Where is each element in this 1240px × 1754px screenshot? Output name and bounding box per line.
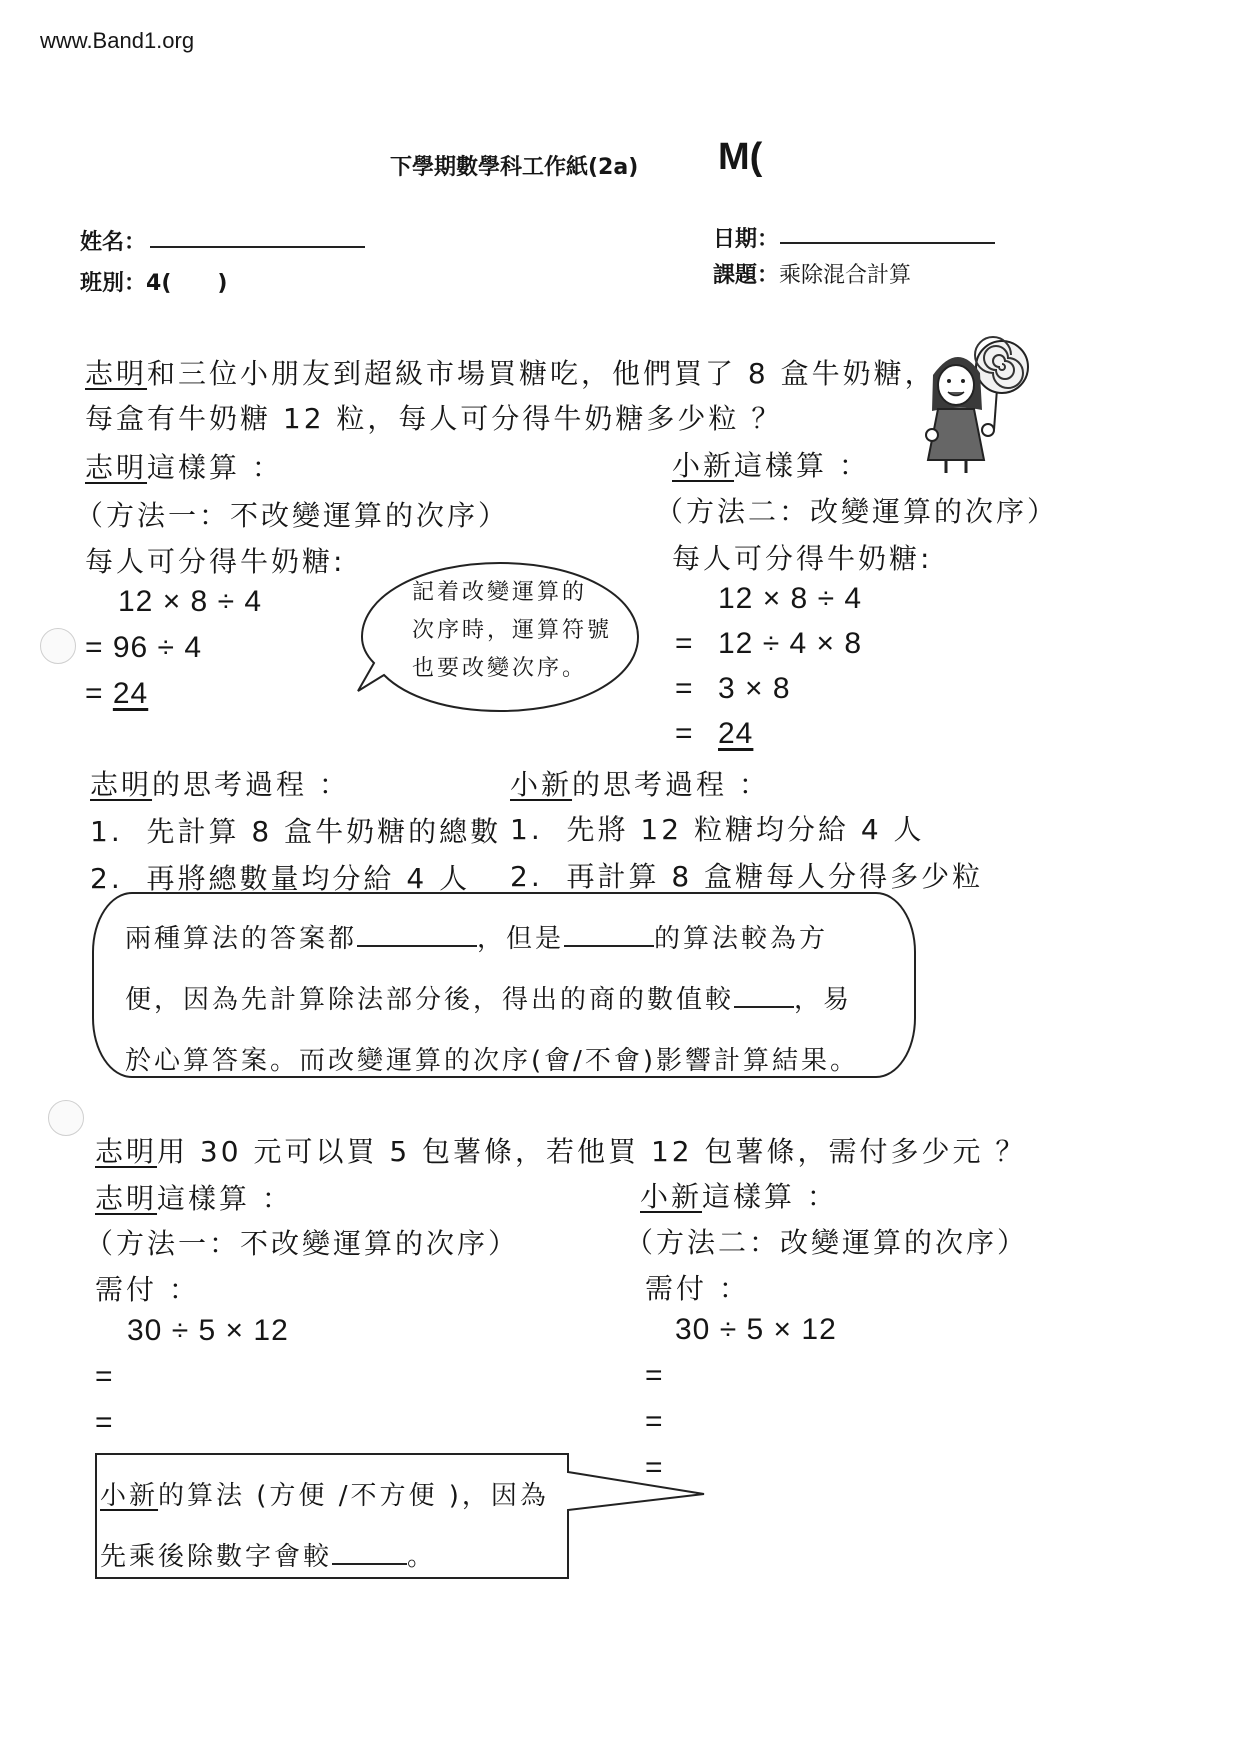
- q1-left-heading: [85, 446, 283, 486]
- q2-callout-line2: [100, 1536, 436, 1573]
- q1-right-eq2: =: [675, 627, 694, 660]
- left-thinking-item1: 1. 先計算 8 盒牛奶糖的總數: [90, 815, 502, 848]
- q1-right-name: 小新: [672, 449, 735, 482]
- q2-right-method: （方法二：改變運算的次序）: [625, 1226, 1029, 1259]
- q1-right-step2: 12 ÷ 4 × 8: [718, 627, 863, 660]
- topic-value: 乘除混合計算: [779, 263, 912, 288]
- q2-callout-line1: [100, 1475, 549, 1512]
- q1-left-label: 每人可分得牛奶糖:: [85, 545, 346, 578]
- conclusion-l2a: 便，因為先計算除法部分後，得出的商的數值較: [125, 985, 735, 1015]
- q2-left-eq2: =: [95, 1406, 114, 1439]
- q1-right-answer: 24: [718, 717, 754, 750]
- q2-callout-l2a: 先乘後除數字會較: [100, 1542, 333, 1572]
- right-thinking-item2: 2. 再計算 8 盒糖每人分得多少粒: [510, 860, 984, 893]
- q2-left-name: 志明: [95, 1182, 158, 1215]
- left-thinking-name: 志明: [90, 768, 153, 801]
- worksheet-title: 下學期數學科工作紙(2a): [390, 155, 639, 180]
- conclusion-l1b: ，但是: [477, 924, 565, 954]
- q1-left-name: 志明: [85, 451, 148, 484]
- q1-right-how: 這樣算 ：: [734, 449, 870, 482]
- q2-left-method: （方法一：不改變運算的次序）: [85, 1227, 520, 1260]
- topic: [713, 258, 911, 289]
- bubble-line2: 次序時，運算符號: [412, 618, 613, 643]
- q1-left-step3-eq: =: [85, 677, 113, 710]
- q2-name: 志明: [95, 1135, 158, 1168]
- right-thinking-title: [510, 763, 770, 803]
- q1-left-step3: [85, 677, 148, 711]
- q2-left-expr: 30 ÷ 5 × 12: [127, 1314, 289, 1347]
- q1-right-step1: 12 × 8 ÷ 4: [718, 582, 863, 615]
- worksheet-code: M(: [718, 136, 763, 178]
- left-thinking-item2: 2. 再將總數量均分給 4 人: [90, 862, 471, 895]
- q2-right-how: 這樣算 ：: [702, 1180, 838, 1213]
- conclusion-l1c: 的算法較為方: [654, 924, 829, 954]
- binder-hole-1: [40, 628, 76, 664]
- q1-left-step1: 12 × 8 ÷ 4: [118, 585, 263, 618]
- q2-question: [95, 1130, 1026, 1170]
- class-value: 4( ): [146, 271, 228, 296]
- class-label-text: 班別：: [80, 271, 147, 296]
- q2-right-eq1: =: [645, 1359, 664, 1392]
- q2-left-label: 需付 ：: [95, 1273, 200, 1306]
- bubble-line1: 記着改變運算的: [412, 580, 588, 605]
- q1-right-heading: [672, 444, 870, 484]
- q2-left-how: 這樣算 ：: [157, 1182, 293, 1215]
- q2-question-rest: 用 30 元可以買 5 包薯條，若他買 12 包薯條，需付多少元 ？: [157, 1135, 1027, 1168]
- q1-right-step3: 3 × 8: [718, 672, 791, 705]
- q2-callout-blank[interactable]: [332, 1543, 407, 1565]
- conclusion-line3: 於心算答案。而改變運算的次序(會/不會)影響計算結果。: [125, 1046, 860, 1076]
- conclusion-blank-method[interactable]: [564, 925, 654, 947]
- site-url: www.Band1.org: [40, 28, 195, 53]
- name-label: 姓名：: [80, 230, 147, 255]
- q2-callout-l1: 的算法 (方便 /不方便 )，因為: [158, 1481, 549, 1511]
- topic-label: 課題：: [713, 263, 780, 288]
- conclusion-blank-value[interactable]: [734, 986, 794, 1008]
- q1-left-how: 這樣算 ：: [147, 451, 283, 484]
- q1-right-eq4: =: [675, 717, 694, 750]
- right-thinking-name: 小新: [510, 768, 573, 801]
- q2-callout-l2b: 。: [407, 1542, 437, 1572]
- q1-name: 志明: [85, 357, 148, 390]
- q2-callout-name: 小新: [100, 1481, 159, 1511]
- q1-left-answer: 24: [112, 677, 149, 710]
- bubble-line3: 也要改變次序。: [412, 656, 588, 681]
- q1-left-step2: = 96 ÷ 4: [85, 631, 203, 664]
- q2-left-eq1: =: [95, 1360, 114, 1393]
- q2-right-heading: [640, 1175, 838, 1215]
- conclusion-line1: [125, 918, 828, 955]
- q1-question-line2: 每盒有牛奶糖 12 粒，每人可分得牛奶糖多少粒 ？: [85, 402, 783, 435]
- girl-lollipop-illustration: [918, 335, 1038, 475]
- q2-right-eq2: =: [645, 1405, 664, 1438]
- q2-right-name: 小新: [640, 1180, 703, 1213]
- q1-question-line1: [85, 352, 936, 392]
- class-label: [80, 266, 227, 297]
- right-thinking-label: 的思考過程 ：: [572, 768, 770, 801]
- left-thinking-title: [90, 763, 350, 803]
- q1-right-eq3: =: [675, 672, 694, 705]
- q1-right-method: （方法二：改變運算的次序）: [655, 495, 1059, 528]
- q1-left-method: （方法一：不改變運算的次序）: [75, 499, 510, 532]
- q2-right-label: 需付 ：: [645, 1272, 750, 1305]
- q2-right-expr: 30 ÷ 5 × 12: [675, 1313, 837, 1346]
- q1-question-rest: 和三位小朋友到超級市場買糖吃，他們買了 8 盒牛奶糖，: [147, 357, 936, 390]
- q2-left-heading: [95, 1177, 293, 1217]
- conclusion-line2: [125, 979, 852, 1016]
- binder-hole-2: [48, 1100, 84, 1136]
- date-label: 日期：: [713, 227, 780, 252]
- q2-right-eq3: =: [645, 1451, 664, 1484]
- left-thinking-label: 的思考過程 ：: [152, 768, 350, 801]
- conclusion-l2b: ，易: [794, 985, 853, 1015]
- date-field[interactable]: [780, 242, 995, 244]
- name-field[interactable]: [150, 246, 365, 248]
- q1-right-label: 每人可分得牛奶糖:: [672, 542, 933, 575]
- conclusion-l1a: 兩種算法的答案都: [125, 924, 358, 954]
- conclusion-blank-answer[interactable]: [357, 925, 477, 947]
- right-thinking-item1: 1. 先將 12 粒糖均分給 4 人: [510, 813, 925, 846]
